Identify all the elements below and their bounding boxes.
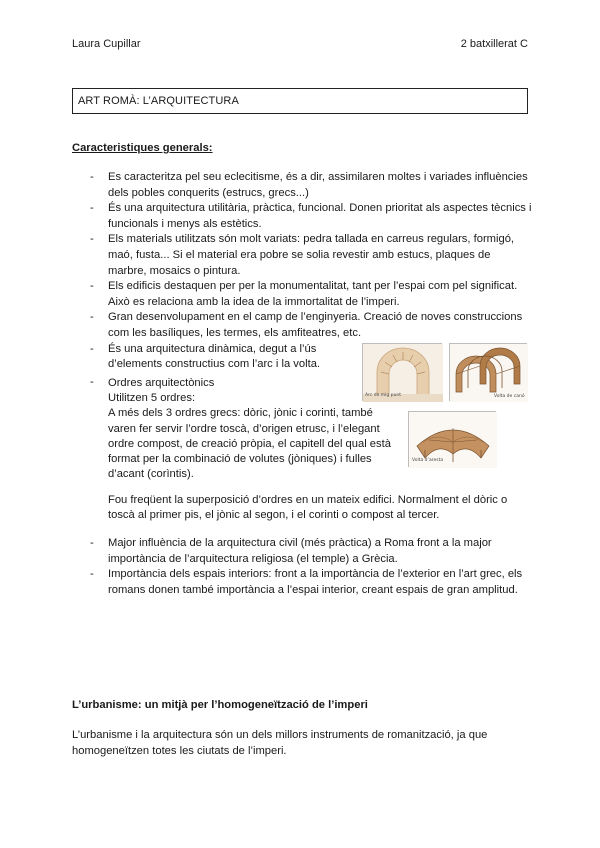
list-item: - És una arquitectura dinàmica, degut a l’ús d’elements constructius com l’arc i la volta.: [90, 342, 321, 371]
document-title-box: [72, 88, 528, 114]
list-item-text: Gran desenvolupament en el camp de l’enginyeria. Creació de noves construccions com les basíliques, les termes, els amfiteatres, etc.: [108, 311, 523, 339]
orders-block: [108, 376, 403, 482]
author-name: Laura Cupillar: [72, 38, 141, 50]
list-item-text: És una arquitectura utilitària, pràctica, funcional. Donen prioritat als aspectes tècnics i funcionals i menys als estètics.: [108, 202, 532, 230]
groin-vault-caption: Volta d’aresta: [412, 458, 444, 463]
orders-text: A més dels 3 ordres grecs: dòric, jònic i corinti, també varen fer servir l’ordre toscà, d’origen etrusc, i l’elegant ordre compost, de creació pròpia, el capitell del qual està format per la combinació de volutes (jòniques) i fulles d’acant (corìntis).: [108, 407, 391, 481]
list-item: - Els edificis destaquen per per la monumentalitat, tant per l’espai com pel significat. Això es relaciona amb la idea de la immortalitat de l’imperi.: [90, 280, 518, 308]
list-item-text: Els materials utilitzats són molt variats: pedra tallada en carreus regulars, formigó, maó, fusta... Si el material era pobre se solia revestir amb estucs, plaques de marbre, mosaics o pintura.: [108, 233, 515, 277]
groin-vault-image: [408, 411, 496, 467]
list-item: - Es caracteritza pel seu eclecitisme, és a dir, assimilaren moltes i variades influències dels pobles conquerits (estrucs, grecs...): [90, 171, 528, 199]
list-item-text: Importància dels espais interiors: front a la importància de l’exterior en l’art grec, els romans donen també importància a l’espai interior, creant espais de gran amplitud.: [108, 568, 523, 596]
list-item-text: Es caracteritza pel seu eclecitisme, és a dir, assimilaren moltes i variades influències dels pobles conquerits (estrucs, grecs...): [108, 171, 528, 199]
document-title: ART ROMÀ: L’ARQUITECTURA: [78, 95, 239, 107]
barrel-vault-image: [449, 343, 527, 401]
list-dash: -: [90, 376, 94, 388]
list-item: - Els materials utilitzats són molt variats: pedra tallada en carreus regulars, formigó, maó, fusta... Si el material era pobre se solia revestir amb estucs, plaques de marbre, mosaics o pintura.: [90, 233, 515, 277]
section-heading-characteristics: Caracteristiques generals:: [72, 142, 213, 154]
barrel-vault-caption: Volta de canó: [494, 394, 525, 399]
list-item: - Importància dels espais interiors: front a la importància de l’exterior en l’art grec, els romans donen també importància a l’espai interior, creant espais de gran amplitud.: [90, 568, 523, 596]
list-item-text: Els edificis destaquen per per la monumentalitat, tant per l’espai com pel significat. Això es relaciona amb la idea de la immortalitat de l’imperi.: [108, 280, 518, 308]
class-label: 2 batxillerat C: [460, 38, 528, 50]
orders-label: Ordres arquitectònics: [108, 377, 215, 389]
superposition-paragraph: Fou freqüent la superposició d’ordres en un mateix edifici. Normalment el dòric o toscà al primer pis, el jònic al segon, i el corinti o compost al tercer.: [108, 494, 508, 522]
arch-image: [362, 343, 442, 401]
list-item: - Gran desenvolupament en el camp de l’enginyeria. Creació de noves construccions com les basíliques, les termes, els amfiteatres, etc.: [90, 311, 523, 339]
orders-count: Utilitzen 5 ordres:: [108, 392, 196, 405]
characteristics-list-continued: [72, 536, 532, 598]
arch-caption: Arc de mig punt: [365, 393, 402, 398]
list-item: - Major influència de la arquitectura civil (més pràctica) a Roma front a la major importància de l’arquitectura religiosa (el temple) a Grècia.: [90, 537, 492, 565]
list-item-text: És una arquitectura dinàmica, degut a l’ús d’elements constructius com l’arc i la volta.: [108, 342, 321, 371]
section-heading-urbanism: L’urbanisme: un mitjà per l’homogeneïtzació de l’imperi: [72, 699, 368, 711]
list-item-text: Major influència de la arquitectura civil (més pràctica) a Roma front a la major importància de l’arquitectura religiosa (el temple) a Grècia.: [108, 537, 492, 565]
urbanism-paragraph: L’urbanisme i la arquitectura són un dels millors instruments de romanització, ja que homogeneïtzen totes les ciutats de l’imperi.: [72, 729, 488, 757]
list-item: - És una arquitectura utilitària, pràctica, funcional. Donen prioritat als aspectes tècnics i funcionals i menys als estètics.: [90, 202, 532, 230]
